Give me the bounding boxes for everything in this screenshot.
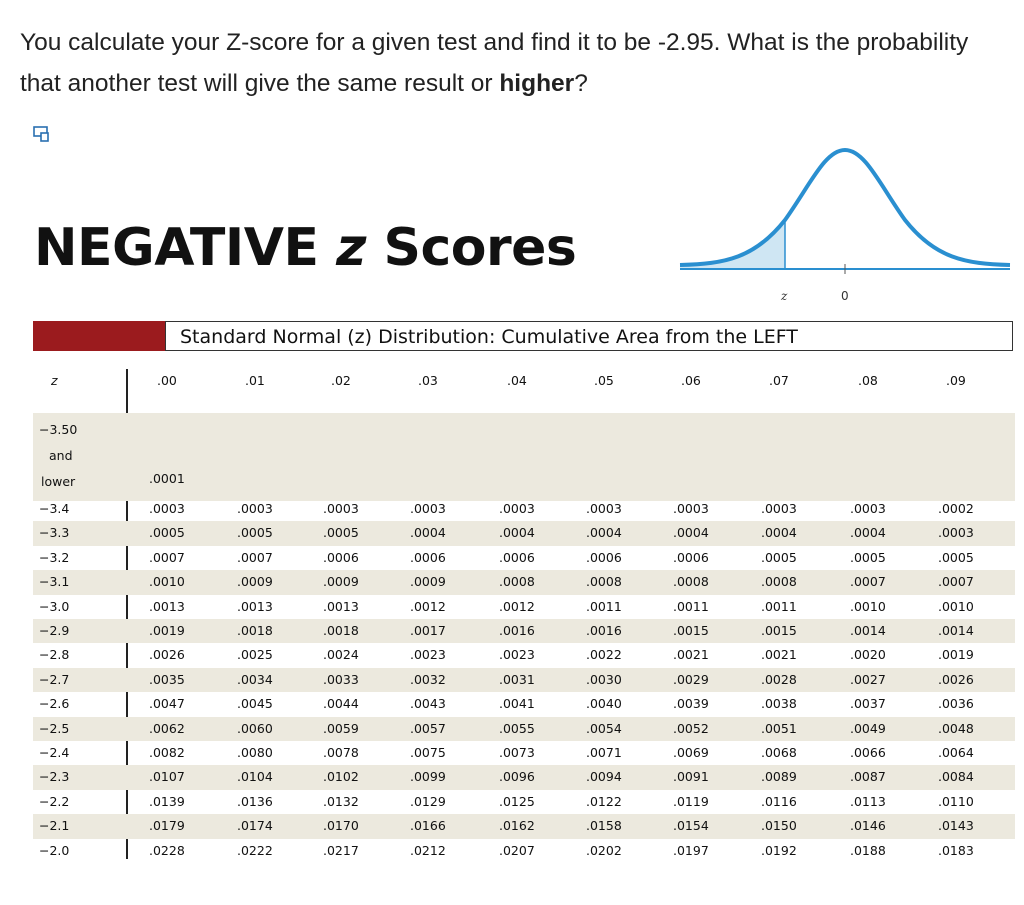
table-cell: .0009 — [237, 574, 273, 590]
row-z-label: −2.5 — [39, 720, 70, 736]
table-cell: .0125 — [499, 793, 535, 809]
row-z-label: −2.7 — [39, 671, 70, 687]
table-cell: .0066 — [850, 745, 886, 760]
table-cell: .0043 — [410, 696, 446, 712]
row-z-label: −3.3 — [39, 525, 70, 541]
table-cell: .0055 — [499, 720, 535, 736]
table-row — [33, 765, 1015, 789]
table-cell: .0113 — [850, 793, 886, 809]
table-cell: .0139 — [149, 793, 185, 809]
column-header: .05 — [594, 373, 614, 388]
table-cell: .0143 — [938, 818, 974, 834]
table-cell: .0026 — [938, 671, 974, 687]
row-z-label: −2.6 — [39, 696, 70, 712]
table-cell: .0104 — [237, 769, 273, 785]
table-cell: .0052 — [673, 720, 709, 736]
table-cell: .0032 — [410, 671, 446, 687]
table-cell: .0071 — [586, 745, 622, 760]
table-row — [33, 546, 1015, 570]
column-header: .04 — [507, 373, 527, 388]
title-suffix: Scores — [365, 218, 577, 278]
table-cell: .0170 — [323, 818, 359, 834]
column-header: .08 — [858, 373, 878, 388]
table-cell: .0094 — [586, 769, 622, 785]
row-z-label: −2.1 — [39, 818, 70, 834]
table-cell: .0011 — [761, 598, 797, 614]
table-cell: .0028 — [761, 671, 797, 687]
table-cell: .0146 — [850, 818, 886, 834]
table-cell: .0012 — [410, 598, 446, 614]
table-cell: .0019 — [938, 647, 974, 663]
table-cell: .0136 — [237, 793, 273, 809]
table-cell: .0188 — [850, 842, 886, 858]
table-cell: .0166 — [410, 818, 446, 834]
table-cell: .0010 — [850, 598, 886, 614]
table-cell: .0006 — [673, 549, 709, 565]
first-row-label-line-3: lower — [41, 474, 76, 489]
table-cell: .0037 — [850, 696, 886, 712]
table-cell: .0022 — [586, 647, 622, 663]
table-cell: .0021 — [673, 647, 709, 663]
table-cell: .0116 — [761, 793, 797, 809]
table-cell: .0047 — [149, 696, 185, 712]
table-cell: .0003 — [586, 501, 622, 516]
table-cell: .0045 — [237, 696, 273, 712]
table-cell: .0003 — [410, 501, 446, 516]
table-row — [33, 717, 1015, 741]
table-row — [33, 595, 1015, 619]
table-cell: .0017 — [410, 623, 446, 638]
table-row — [33, 570, 1015, 594]
table-cell: .0212 — [410, 842, 446, 858]
table-cell: .0150 — [761, 818, 797, 834]
table-cell: .0013 — [323, 598, 359, 614]
table-cell: .0014 — [938, 623, 974, 638]
table-cell: .0033 — [323, 671, 359, 687]
table-cell: .0008 — [586, 574, 622, 590]
table-cell: .0031 — [499, 671, 535, 687]
table-row — [33, 741, 1015, 765]
row-z-label: −3.0 — [39, 598, 70, 614]
table-cell: .0192 — [761, 842, 797, 858]
table-cell: .0003 — [761, 501, 797, 516]
table-cell: .0007 — [850, 574, 886, 590]
table-cell: .0005 — [323, 525, 359, 541]
table-cell: .0008 — [761, 574, 797, 590]
question-text — [20, 22, 1010, 104]
column-header: .00 — [157, 373, 177, 388]
curve-label-zero: 0 — [841, 289, 849, 303]
table-row — [33, 790, 1015, 814]
table-cell: .0069 — [673, 745, 709, 760]
table-cell: .0010 — [938, 598, 974, 614]
table-cell: .0207 — [499, 842, 535, 858]
table-cell: .0006 — [586, 549, 622, 565]
table-cell: .0062 — [149, 720, 185, 736]
first-row-band — [33, 413, 1015, 501]
table-cell: .0036 — [938, 696, 974, 712]
table-cell: .0014 — [850, 623, 886, 638]
table-cell: .0129 — [410, 793, 446, 809]
table-cell: .0087 — [850, 769, 886, 785]
table-cell: .0004 — [410, 525, 446, 541]
first-row-label-line-2: and — [49, 448, 73, 463]
table-cell: .0024 — [323, 647, 359, 663]
question-text-main: You calculate your Z-score for a given test and find it to be -2.95. What is the probability that another test will give the same result or — [20, 29, 969, 97]
table-cell: .0018 — [237, 623, 273, 638]
table-cell: .0162 — [499, 818, 535, 834]
table-cell: .0099 — [410, 769, 446, 785]
table-row — [33, 521, 1015, 545]
table-cell: .0183 — [938, 842, 974, 858]
table-cell: .0010 — [149, 574, 185, 590]
table-cell: .0029 — [673, 671, 709, 687]
table-cell: .0075 — [410, 745, 446, 760]
table-cell: .0082 — [149, 745, 185, 760]
table-cell: .0012 — [499, 598, 535, 614]
table-cell: .0004 — [586, 525, 622, 541]
table-cell: .0040 — [586, 696, 622, 712]
row-z-label: −2.4 — [39, 745, 70, 760]
table-cell: .0197 — [673, 842, 709, 858]
table-cell: .0202 — [586, 842, 622, 858]
table-cell: .0051 — [761, 720, 797, 736]
table-cell: .0179 — [149, 818, 185, 834]
table-cell: .0107 — [149, 769, 185, 785]
table-cell: .0006 — [323, 549, 359, 565]
table-row — [33, 497, 1015, 521]
table-cell: .0003 — [499, 501, 535, 516]
table-cell: .0089 — [761, 769, 797, 785]
table-cell: .0002 — [938, 501, 974, 516]
table-cell: .0008 — [673, 574, 709, 590]
normal-curve-illustration — [675, 140, 1015, 310]
figure-title — [34, 218, 576, 278]
table-cell: .0003 — [938, 525, 974, 541]
row-z-label: −2.0 — [39, 842, 70, 858]
row-z-label: −3.2 — [39, 549, 70, 565]
table-cell: .0096 — [499, 769, 535, 785]
table-cell: .0003 — [323, 501, 359, 516]
table-cell: .0057 — [410, 720, 446, 736]
bell-curve — [680, 150, 1010, 265]
table-cell: .0023 — [410, 647, 446, 663]
table-cell: .0011 — [586, 598, 622, 614]
table-cell: .0054 — [586, 720, 622, 736]
edit-image-icon[interactable] — [33, 126, 51, 142]
table-cell: .0007 — [149, 549, 185, 565]
column-headers — [33, 373, 1015, 395]
column-header: .06 — [681, 373, 701, 388]
table-cell: .0110 — [938, 793, 974, 809]
table-cell: .0018 — [323, 623, 359, 638]
table-cell: .0006 — [410, 549, 446, 565]
row-z-label: −2.8 — [39, 647, 70, 663]
question-bold-word: higher — [499, 70, 575, 97]
table-row — [33, 692, 1015, 716]
table-cell: .0005 — [761, 549, 797, 565]
curve-label-z: z — [781, 289, 788, 303]
first-row-value: .0001 — [149, 471, 185, 486]
table-cell: .0132 — [323, 793, 359, 809]
table-cell: .0060 — [237, 720, 273, 736]
table-cell: .0005 — [938, 549, 974, 565]
table-cell: .0064 — [938, 745, 974, 760]
table-cell: .0038 — [761, 696, 797, 712]
column-header: .01 — [245, 373, 265, 388]
table-cell: .0119 — [673, 793, 709, 809]
table-cell: .0003 — [237, 501, 273, 516]
table-cell: .0027 — [850, 671, 886, 687]
table-row — [33, 619, 1015, 643]
table-row — [33, 668, 1015, 692]
row-z-label: −2.3 — [39, 769, 70, 785]
table-cell: .0008 — [499, 574, 535, 590]
table-cell: .0174 — [237, 818, 273, 834]
table-cell: .0026 — [149, 647, 185, 663]
table-cell: .0039 — [673, 696, 709, 712]
table-cell: .0005 — [237, 525, 273, 541]
table-cell: .0009 — [410, 574, 446, 590]
table-cell: .0007 — [237, 549, 273, 565]
first-row-label — [39, 417, 77, 495]
column-header: .02 — [331, 373, 351, 388]
table-cell: .0059 — [323, 720, 359, 736]
table-cell: .0004 — [850, 525, 886, 541]
title-prefix: NEGATIVE — [34, 218, 337, 278]
table-cell: .0068 — [761, 745, 797, 760]
table-cell: .0003 — [850, 501, 886, 516]
table-cell: .0222 — [237, 842, 273, 858]
table-cell: .0078 — [323, 745, 359, 760]
table-cell: .0020 — [850, 647, 886, 663]
table-cell: .0021 — [761, 647, 797, 663]
table-cell: .0023 — [499, 647, 535, 663]
table-cell: .0015 — [761, 623, 797, 638]
table-cell: .0122 — [586, 793, 622, 809]
table-cell: .0004 — [761, 525, 797, 541]
table-cell: .0007 — [938, 574, 974, 590]
table-cell: .0158 — [586, 818, 622, 834]
table-cell: .0034 — [237, 671, 273, 687]
table-cell: .0013 — [149, 598, 185, 614]
table-cell: .0006 — [499, 549, 535, 565]
table-cell: .0102 — [323, 769, 359, 785]
row-z-label: −3.4 — [39, 501, 70, 516]
table-cell: .0084 — [938, 769, 974, 785]
table-cell: .0009 — [323, 574, 359, 590]
table-cell: .0015 — [673, 623, 709, 638]
header-red-block — [33, 321, 165, 351]
table-cell: .0005 — [149, 525, 185, 541]
first-row-label-line-1: −3.50 — [39, 422, 78, 437]
table-cell: .0005 — [850, 549, 886, 565]
row-z-label: −2.9 — [39, 623, 70, 638]
z-header: z — [51, 373, 58, 388]
question-text-end: ? — [574, 70, 588, 97]
table-cell: .0013 — [237, 598, 273, 614]
column-header: .03 — [418, 373, 438, 388]
table-cell: .0091 — [673, 769, 709, 785]
table-cell: .0217 — [323, 842, 359, 858]
table-row — [33, 839, 1015, 863]
table-cell: .0019 — [149, 623, 185, 638]
table-cell: .0041 — [499, 696, 535, 712]
table-cell: .0030 — [586, 671, 622, 687]
row-z-label: −3.1 — [39, 574, 70, 590]
table-cell: .0016 — [586, 623, 622, 638]
z-table — [33, 321, 1015, 861]
title-z: z — [336, 218, 366, 278]
table-cell: .0011 — [673, 598, 709, 614]
table-cell: .0049 — [850, 720, 886, 736]
table-cell: .0044 — [323, 696, 359, 712]
table-cell: .0154 — [673, 818, 709, 834]
column-header: .09 — [946, 373, 966, 388]
table-cell: .0003 — [673, 501, 709, 516]
shaded-left-tail — [680, 220, 785, 268]
table-cell: .0073 — [499, 745, 535, 760]
table-title: Standard Normal (z) Distribution: Cumulative Area from the LEFT — [165, 321, 1013, 351]
column-header: .07 — [769, 373, 789, 388]
table-cell: .0003 — [149, 501, 185, 516]
table-cell: .0080 — [237, 745, 273, 760]
table-cell: .0016 — [499, 623, 535, 638]
table-cell: .0004 — [499, 525, 535, 541]
table-cell: .0025 — [237, 647, 273, 663]
row-z-label: −2.2 — [39, 793, 70, 809]
table-row — [33, 814, 1015, 838]
table-cell: .0004 — [673, 525, 709, 541]
table-row — [33, 643, 1015, 667]
table-cell: .0048 — [938, 720, 974, 736]
table-cell: .0228 — [149, 842, 185, 858]
table-cell: .0035 — [149, 671, 185, 687]
